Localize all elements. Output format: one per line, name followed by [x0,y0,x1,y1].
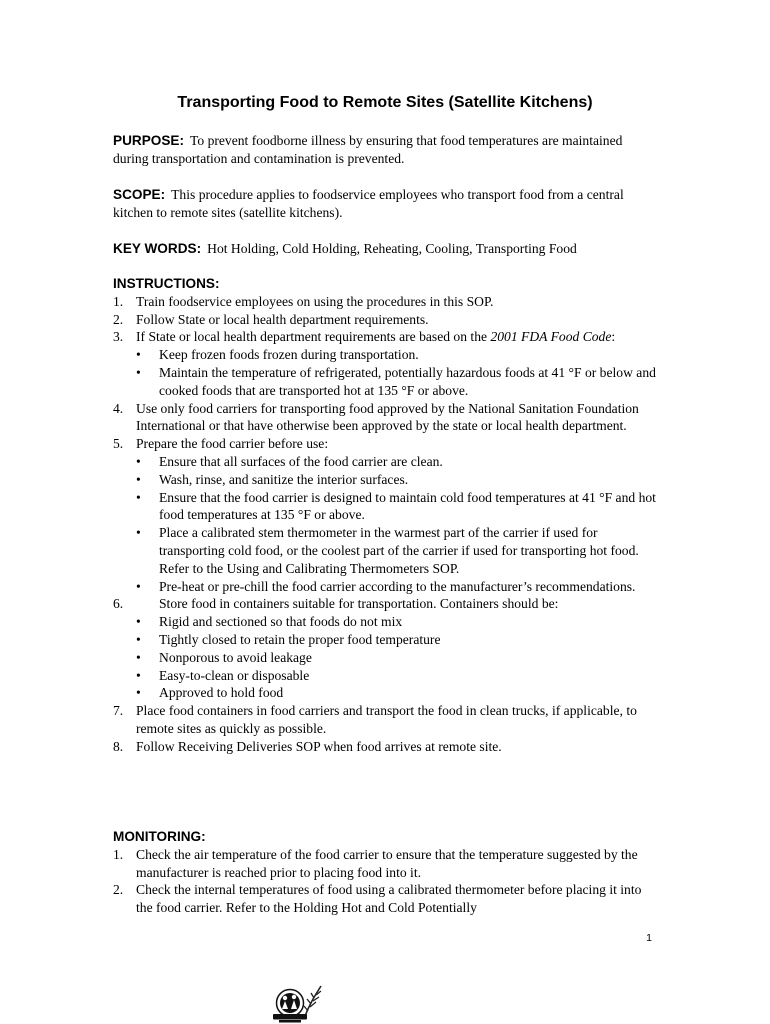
item-number: 1. [113,293,124,309]
item-text: Store food in containers suitable for transportation. Containers should be: [159,596,559,612]
monitoring-section [113,828,658,917]
bullet-text: Nonporous to avoid leakage [159,649,312,665]
bullet-text: Ensure that all surfaces of the food carrier are clean. [159,453,443,469]
item-number: 4. [113,400,124,416]
instruction-item [113,702,658,738]
bullet-item [136,524,658,577]
bullet-item [136,453,658,471]
item-number: 1. [113,846,124,862]
item-number: 2. [113,882,124,898]
item-text: Prepare the food carrier before use: [136,436,329,452]
bullet-icon: • [136,364,141,380]
page-number: 1 [646,932,652,944]
bullet-text: Pre-heat or pre-chill the food carrier according to the manufacturer’s recommendations. [159,578,636,594]
item-text: Place food containers in food carriers and transport the food in clean trucks, if applicable, to remote sites as quickly as possible. [136,703,637,736]
bullet-icon: • [136,489,141,505]
bullet-text: Keep frozen foods frozen during transportation. [159,347,419,363]
item-text-post: : [611,329,616,345]
bullet-item [136,346,658,364]
item-text: Follow Receiving Deliveries SOP when food arrives at remote site. [136,738,502,754]
nfsmi-logo-icon [270,983,322,1024]
scope-label: SCOPE: [113,187,166,202]
bullet-item [136,667,658,685]
bullet-item [136,649,658,667]
item-text: Check the internal temperatures of food using a calibrated thermometer before placing it into the food carrier. Refer to the Holding Hot and Cold Potentially [136,882,642,916]
item-text: Train foodservice employees on using the procedures in this SOP. [136,293,494,309]
bullet-item [136,471,658,489]
item-number: 8. [113,738,124,754]
bullet-icon: • [136,453,141,469]
purpose-label: PURPOSE: [113,133,185,148]
bullet-item [136,684,658,702]
bullet-text: Easy-to-clean or disposable [159,667,310,683]
purpose-text: To prevent foodborne illness by ensuring that food temperatures are maintained during transportation and contamination is prevented. [113,133,623,166]
item-number: 6. [113,596,124,612]
fda-food-code-reference: 2001 FDA Food Code [490,329,612,345]
instruction-item [113,293,658,311]
instruction-item [113,435,658,453]
bullet-text: Approved to hold food [159,685,284,701]
bullet-icon: • [136,667,141,683]
bullet-item [136,578,658,596]
item-text: Check the air temperature of the food carrier to ensure that the temperature suggested by the manufacturer is reached prior to placing food into it. [136,846,638,880]
bullet-icon: • [136,614,141,630]
bullet-item [136,489,658,525]
bullet-item [136,613,658,631]
item-number: 3. [113,329,124,345]
bullet-icon: • [136,649,141,665]
item-text: Follow State or local health department requirements. [136,311,429,327]
item-text [136,328,658,346]
keywords-text: Hot Holding, Cold Holding, Reheating, Cooling, Transporting Food [207,241,577,256]
item-number: 7. [113,703,124,719]
item-number: 2. [113,311,124,327]
purpose-section [113,132,658,168]
instruction-item [113,328,658,346]
bullet-icon: • [136,685,141,701]
bullet-icon: • [136,471,141,487]
instructions-section [113,275,658,756]
item-number: 5. [113,436,124,452]
item-text-pre: If State or local health department requirements are based on the [136,329,491,345]
scope-text: This procedure applies to foodservice employees who transport food from a central kitchen to remote sites (satellite kitchens). [113,187,624,220]
bullet-icon: • [136,578,141,594]
bullet-text: Rigid and sectioned so that foods do not mix [159,614,403,630]
item-text: Use only food carriers for transporting food approved by the National Sanitation Foundation International or that have otherwise been approved by the state or local health department. [136,400,639,434]
instruction-item [113,595,658,613]
bullet-item [136,631,658,649]
bullet-icon: • [136,347,141,363]
bullet-text: Place a calibrated stem thermometer in the warmest part of the carrier if used for transporting cold food, or the coolest part of the carrier if used for transporting hot food. Refer to the Using and Calibrating Thermometers SOP. [159,525,639,576]
instruction-item [113,738,658,756]
keywords-section [113,240,658,258]
bullet-icon: • [136,631,141,647]
keywords-label: KEY WORDS: [113,241,202,256]
bullet-text: Tightly closed to retain the proper food temperature [159,631,441,647]
bullet-text: Ensure that the food carrier is designed to maintain cold food temperatures at 41 °F and hot food temperatures at 135 °F or above. [159,489,656,523]
bullet-text: Wash, rinse, and sanitize the interior surfaces. [159,471,409,487]
instruction-item [113,311,658,329]
page-title: Transporting Food to Remote Sites (Satellite Kitchens) [177,94,593,111]
instructions-heading: INSTRUCTIONS: [113,276,220,291]
monitoring-item [113,881,658,917]
scope-section [113,186,658,222]
monitoring-item [113,846,658,882]
bullet-text: Maintain the temperature of refrigerated, potentially hazardous foods at 41 °F or below and cooked foods that are transported hot at 135 °F or above. [159,364,656,398]
bullet-item [136,364,658,400]
monitoring-heading: MONITORING: [113,829,206,844]
instruction-item [113,400,658,436]
bullet-icon: • [136,525,141,541]
